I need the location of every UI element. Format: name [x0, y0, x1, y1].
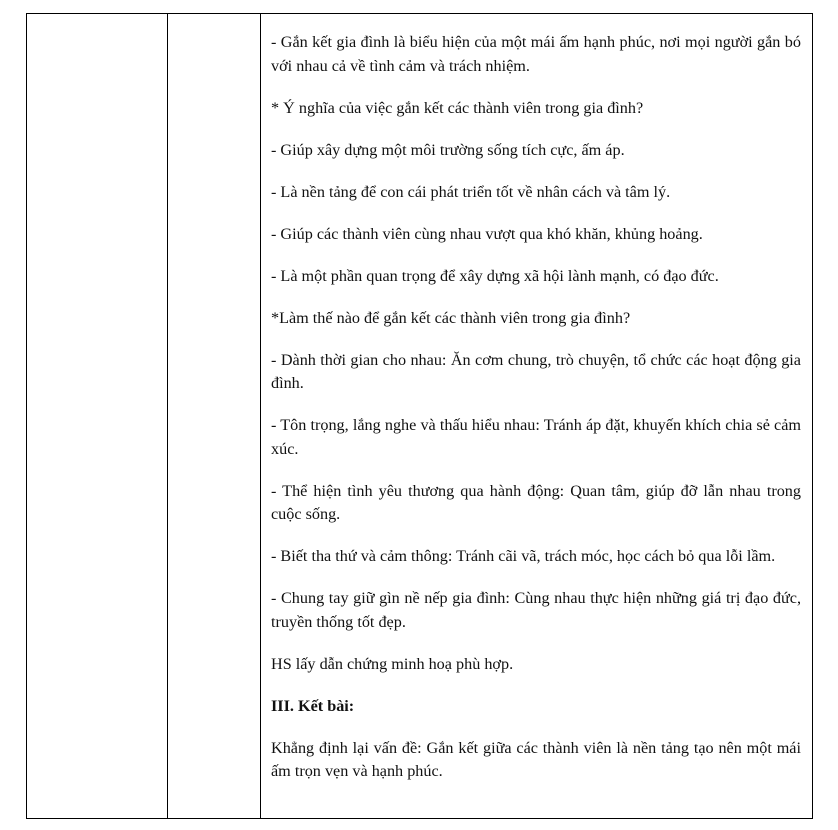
paragraph: * Ý nghĩa của việc gắn kết các thành viên trong gia đình?	[271, 98, 644, 117]
column-divider-1	[167, 14, 168, 818]
content-cell	[261, 14, 812, 818]
paragraph: Khẳng định lại vấn đề: Gắn kết giữa các thành viên là nền tảng tạo nên một mái ấm trọn vẹn và hạnh phúc.	[271, 738, 801, 780]
paragraph: - Giúp xây dựng một môi trường sống tích cực, ấm áp.	[271, 140, 625, 159]
document-table	[26, 13, 813, 819]
paragraph: - Gắn kết gia đình là biểu hiện của một mái ấm hạnh phúc, nơi mọi người gắn bó với nhau cả về tình cảm và trách nhiệm.	[271, 33, 801, 75]
paragraph: - Dành thời gian cho nhau: Ăn cơm chung, trò chuyện, tổ chức các hoạt động gia đình.	[271, 350, 801, 392]
paragraph: - Là nền tảng để con cái phát triển tốt về nhân cách và tâm lý.	[271, 182, 671, 201]
paragraph: - Là một phần quan trọng để xây dựng xã hội lành mạnh, có đạo đức.	[271, 266, 719, 285]
section-heading: III. Kết bài:	[271, 696, 355, 715]
paragraph: - Giúp các thành viên cùng nhau vượt qua khó khăn, khủng hoảng.	[271, 224, 703, 243]
paragraph: - Biết tha thứ và cảm thông: Tránh cãi vã, trách móc, học cách bỏ qua lỗi lầm.	[271, 547, 776, 565]
paragraph: HS lấy dẫn chứng minh hoạ phù hợp.	[271, 654, 514, 673]
paragraph: - Tôn trọng, lắng nghe và thấu hiểu nhau: Tránh áp đặt, khuyến khích chia sẻ cảm xúc.	[271, 416, 801, 458]
paragraph: - Thể hiện tình yêu thương qua hành động: Quan tâm, giúp đỡ lẫn nhau trong cuộc sống.	[271, 481, 801, 523]
paragraph: *Làm thế nào để gắn kết các thành viên trong gia đình?	[271, 308, 631, 327]
paragraph: - Chung tay giữ gìn nề nếp gia đình: Cùng nhau thực hiện những giá trị đạo đức, truyền thống tốt đẹp.	[271, 589, 801, 631]
